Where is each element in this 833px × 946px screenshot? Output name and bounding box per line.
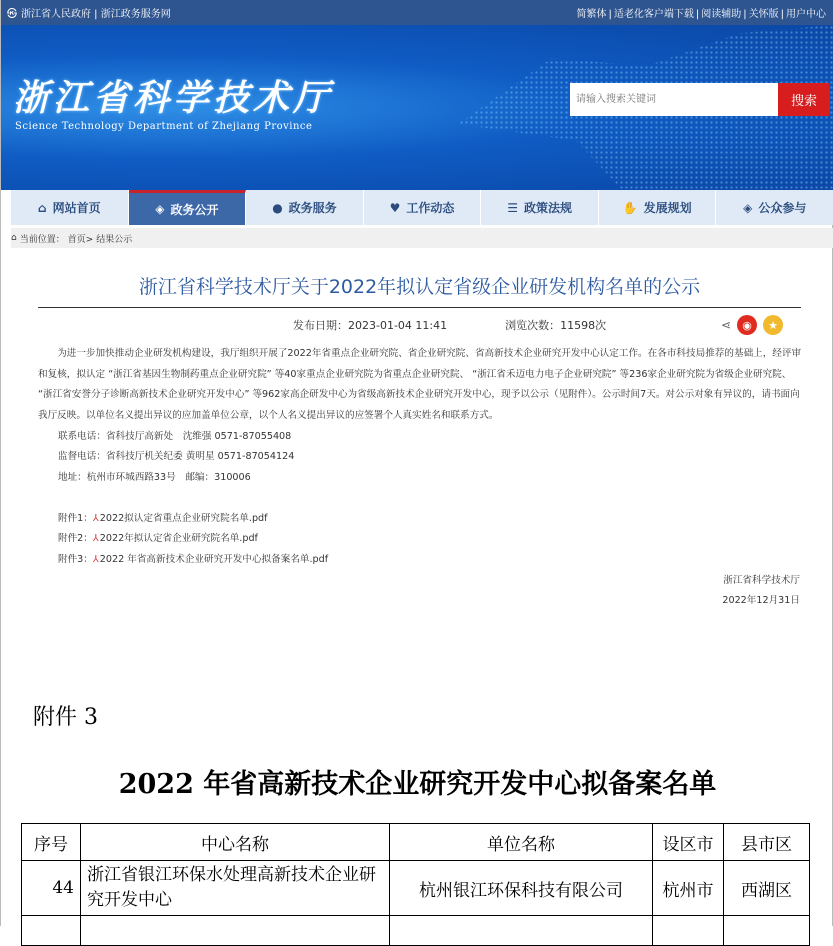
table-row bbox=[22, 861, 810, 916]
nav-policy[interactable] bbox=[481, 190, 599, 225]
cell-index: 44 bbox=[22, 861, 81, 916]
heart-icon: ♥ bbox=[389, 200, 401, 215]
nav-label: 发展规划 bbox=[643, 201, 692, 215]
open-icon: ◈ bbox=[155, 202, 165, 216]
nav-planning[interactable] bbox=[599, 190, 717, 225]
share-bar bbox=[721, 315, 783, 335]
main-nav bbox=[11, 190, 833, 225]
doc-heading: 附件 3 bbox=[33, 705, 98, 730]
home-icon: ⌂ bbox=[37, 200, 47, 215]
site-logo[interactable]: 浙江省科学技术厅 bbox=[13, 77, 334, 119]
article-title: 浙江省科学技术厅关于2022年拟认定省级企业研发机构名单的公示 bbox=[38, 272, 801, 308]
attachment-label: 附件3： bbox=[58, 554, 93, 565]
search-button[interactable]: 搜索 bbox=[778, 83, 830, 116]
pdf-icon: ⅄ bbox=[92, 513, 99, 524]
col-header: 序号 bbox=[22, 824, 81, 861]
list-table bbox=[21, 823, 810, 946]
nav-label: 网站首页 bbox=[52, 201, 101, 215]
nav-participation[interactable] bbox=[716, 190, 833, 225]
attachment-label: 附件2： bbox=[58, 533, 93, 544]
attachment-link[interactable]: 2022年拟认定省企业研究院名单.pdf bbox=[99, 533, 258, 544]
article-meta bbox=[293, 317, 606, 333]
site-subtitle: Science Technology Department of Zhejiang Province bbox=[15, 121, 313, 132]
gov-links[interactable]: 浙江省人民政府 | 浙江政务服务网 bbox=[21, 9, 171, 20]
pdf-icon: ⅄ bbox=[92, 533, 99, 544]
breadcrumb-current[interactable]: 结果公示 bbox=[96, 234, 133, 245]
nav-label: 政策法规 bbox=[523, 201, 572, 215]
breadcrumb-prefix: 当前位置： bbox=[19, 234, 65, 245]
cell-district: 西湖区 bbox=[724, 861, 810, 916]
pdf-icon: ⅄ bbox=[92, 554, 99, 565]
col-header: 中心名称 bbox=[81, 824, 390, 861]
share-icon[interactable]: ⋖ bbox=[721, 318, 732, 332]
weibo-icon[interactable]: ◉ bbox=[737, 315, 757, 335]
attachment-3 bbox=[58, 551, 328, 565]
supervise-phone: 监督电话：省科技厅机关纪委 黄明星 0571-87054124 bbox=[58, 451, 295, 462]
attachment-link[interactable]: 2022拟认定省重点企业研究院名单.pdf bbox=[99, 513, 268, 524]
gov-emblem-icon: ㉿ bbox=[7, 9, 17, 20]
cell-city: 杭州市 bbox=[653, 861, 724, 916]
nav-label: 公众参与 bbox=[758, 201, 807, 215]
breadcrumb-home[interactable]: 首页> bbox=[67, 234, 94, 245]
attachment-link[interactable]: 2022 年省高新技术企业研究开发中心拟备案名单.pdf bbox=[99, 554, 329, 565]
nav-label: 工作动态 bbox=[406, 201, 455, 215]
nav-gov-service[interactable] bbox=[246, 190, 364, 225]
banner bbox=[1, 25, 833, 190]
cell-center-name: 浙江省银江环保水处理高新技术企业研究开发中心 bbox=[81, 861, 390, 916]
link-user-center[interactable]: 用户中心 bbox=[786, 9, 826, 20]
search-box bbox=[570, 83, 830, 116]
signer: 浙江省科学技术厅 bbox=[723, 575, 800, 586]
col-header: 单位名称 bbox=[390, 824, 653, 861]
link-elderly-app[interactable]: 适老化客户端下载 bbox=[613, 9, 694, 20]
search-input[interactable] bbox=[570, 83, 778, 116]
top-bar: ㉿ 浙江省人民政府 | 浙江政务服务网 简繁体 | 适老化客户端下载 | 阅读辅助 | 关怀版 | 用户中心 bbox=[1, 0, 833, 25]
link-traditional[interactable]: 简繁体 bbox=[576, 9, 607, 20]
sign-date: 2022年12月31日 bbox=[722, 595, 800, 606]
doc-title: 2022 年省高新技术企业研究开发中心拟备案名单 bbox=[118, 769, 717, 800]
col-header: 设区市 bbox=[653, 824, 724, 861]
attachment-label: 附件1： bbox=[58, 513, 93, 524]
favorite-star-icon[interactable]: ★ bbox=[763, 315, 783, 335]
nav-home[interactable] bbox=[11, 190, 129, 225]
nav-label: 政务服务 bbox=[288, 201, 337, 215]
contact-phone: 联系电话：省科技厅高新处 沈维强 0571-87055408 bbox=[58, 431, 292, 442]
table-header bbox=[22, 824, 810, 861]
table-row-partial bbox=[22, 916, 810, 946]
link-care-version[interactable]: 关怀版 bbox=[748, 9, 779, 20]
nav-label: 政务公开 bbox=[170, 202, 219, 217]
document-icon: ☰ bbox=[507, 200, 518, 215]
chat-icon: ● bbox=[272, 200, 283, 215]
col-header: 县市区 bbox=[724, 824, 810, 861]
publish-date: 发布日期：2023-01-04 11:41 bbox=[293, 319, 448, 332]
article-body: 为进一步加快推动企业研发机构建设，我厅组织开展了2022年省重点企业研究院、省企业研究院、省高新技术企业研究开发中心认定工作。在各市科技局推荐的基础上，经评审和复核，拟认定 “浙江省基因生物制药重点企业研究院” 等40家重点企业研究院为省重点企业研究院、 “浙江省禾迈电力电子企业研究院” 等236家企业研究院为省级企业研究院、 “浙江省安誉分子诊断高新技术企业研究开发中心” 等962家高企研发中心为省级高新技术企业研究开发中心，现予以公示（见附件）。公示时间7天。对公示对象有异议的，请书面向我厅反映。以单位名义提出异议的应加盖单位公章，以个人名义提出异议的应签署个人真实姓名和联系方式。 bbox=[38, 348, 802, 422]
link-reading-aid[interactable]: 阅读辅助 bbox=[701, 9, 742, 20]
location-icon: ⌂ bbox=[11, 233, 17, 243]
participate-icon: ◈ bbox=[743, 200, 753, 215]
address: 地址：杭州市环城西路33号 邮编：310006 bbox=[58, 472, 251, 483]
breadcrumb bbox=[11, 228, 833, 248]
handshake-icon: ✋ bbox=[622, 200, 638, 215]
attachment-2 bbox=[58, 530, 258, 544]
view-count: 浏览次数：11598次 bbox=[505, 319, 607, 332]
nav-gov-open[interactable] bbox=[129, 190, 247, 225]
attachment-1 bbox=[58, 510, 268, 524]
nav-work-news[interactable] bbox=[364, 190, 482, 225]
cell-company: 杭州银江环保科技有限公司 bbox=[390, 861, 653, 916]
